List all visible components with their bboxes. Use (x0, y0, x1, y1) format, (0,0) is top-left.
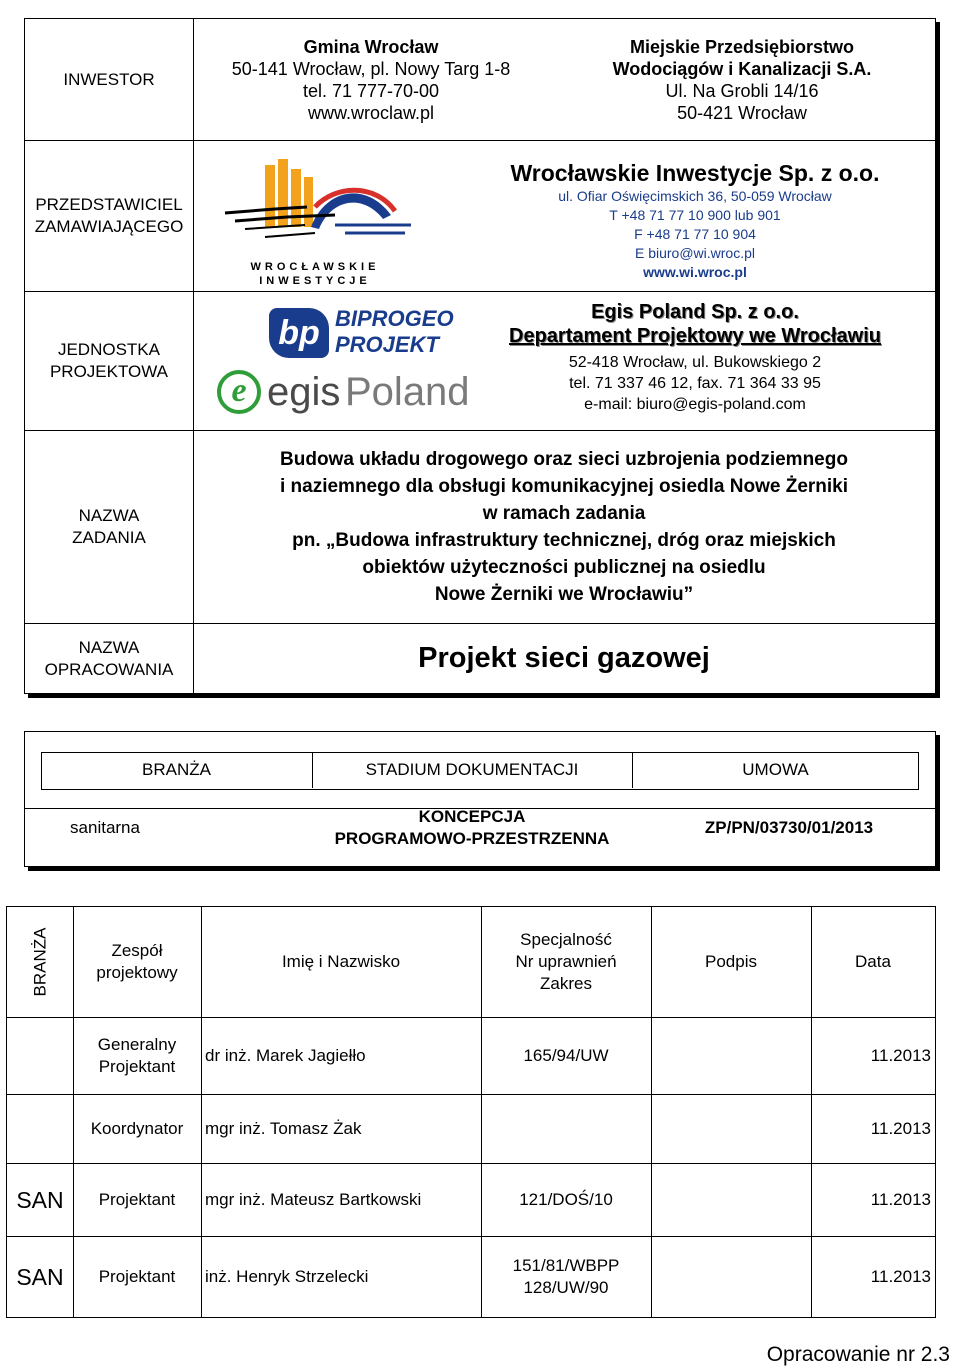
team-name-header: Imię i Nazwisko (281, 952, 401, 971)
team-signature (651, 1237, 811, 1317)
team-branch: SAN (16, 1186, 64, 1213)
mpwik-name-1: Miejskie Przedsiębiorstwo (629, 36, 855, 57)
title-block-header (24, 18, 936, 694)
gmina-address: 50-141 Wrocław, pl. Nowy Targ 1-8 (231, 58, 511, 79)
team-person-name: mgr inż. Tomasz Żak (205, 1119, 362, 1138)
team-signature (651, 1164, 811, 1236)
study-number: Opracowanie nr 2.3 (766, 1343, 950, 1366)
contract-value: ZP/PN/03730/01/2013 (704, 818, 874, 837)
wi-email[interactable]: E biuro@wi.wroc.pl (634, 245, 756, 261)
gmina-name: Gmina Wrocław (303, 36, 439, 57)
team-person-name: dr inż. Marek Jagiełło (205, 1046, 366, 1065)
bridge-logo-icon (215, 155, 415, 255)
design-unit-label: JEDNOSTKA PROJEKTOWA (49, 340, 169, 381)
table-row (7, 1237, 935, 1317)
team-person-name: mgr inż. Mateusz Bartkowski (205, 1190, 422, 1209)
mpwik-address: Ul. Na Grobli 14/16 (665, 80, 819, 101)
contract-header: UMOWA (742, 760, 809, 779)
team-license: 151/81/WBPP 128/UW/90 (512, 1256, 620, 1297)
table-row (7, 1018, 935, 1095)
team-date: 11.2013 (870, 1046, 931, 1065)
team-signature (651, 1095, 811, 1163)
gmina-www[interactable]: www.wroclaw.pl (307, 102, 435, 123)
egis-poland-logo (217, 368, 477, 420)
team-date: 11.2013 (870, 1119, 931, 1138)
stage-value: KONCEPCJA PROGRAMOWO-PRZESTRZENNA (334, 807, 610, 848)
investor-gmina (193, 19, 549, 140)
branch-header: BRANŻA (142, 760, 211, 779)
investor-label: INWESTOR (63, 69, 155, 89)
bp-mark-icon: bp (269, 308, 329, 358)
egis-email[interactable]: e-mail: biuro@egis-poland.com (584, 396, 806, 413)
study-name-label: NAZWA OPRACOWANIA (44, 637, 174, 679)
doc-info-values (25, 776, 935, 866)
table-row (7, 1095, 935, 1164)
team-license (481, 1095, 651, 1163)
wi-phone: T +48 71 77 10 900 lub 901 (609, 207, 781, 223)
team-signature (651, 1018, 811, 1094)
team-role: Koordynator (90, 1119, 184, 1138)
team-role: Projektant (98, 1267, 176, 1286)
stage-header: STADIUM DOKUMENTACJI (365, 760, 579, 779)
investor-row (25, 19, 935, 141)
wi-address: ul. Ofiar Oświęcimskich 36, 50-059 Wrocław (558, 188, 832, 204)
team-spec-header: Specjalność Nr uprawnień Zakres (515, 930, 617, 993)
team-date-header: Data (855, 952, 891, 971)
projekt-text: PROJEKT (335, 332, 439, 357)
team-role: Generalny Projektant (97, 1035, 177, 1076)
representative-row (25, 141, 935, 292)
gmina-phone: tel. 71 777-70-00 (302, 80, 440, 101)
task-name-label: NAZWA ZADANIA (72, 506, 146, 547)
mpwik-city: 50-421 Wrocław (677, 102, 807, 123)
egis-address: 52-418 Wrocław, ul. Bukowskiego 2 (568, 354, 822, 371)
wi-logo-text: WROCŁAWSKIE INWESTYCJE (250, 261, 380, 287)
team-branch: SAN (16, 1263, 64, 1290)
representative-details (455, 141, 935, 291)
egis-phone: tel. 71 337 46 12, fax. 71 364 33 95 (569, 375, 821, 392)
team-role: Projektant (98, 1190, 176, 1209)
team-license: 121/DOŚ/10 (519, 1190, 613, 1209)
wi-company: Wrocławskie Inwestycje Sp. z o.o. (510, 160, 880, 186)
mpwik-name-2: Wodociągów i Kanalizacji S.A. (612, 58, 872, 79)
wroclawskie-inwestycje-logo (215, 155, 415, 287)
team-header-row (7, 907, 935, 1018)
investor-mpwik (549, 19, 935, 140)
design-unit-details (455, 292, 935, 430)
team-signature-header: Podpis (705, 952, 757, 971)
study-name-row (25, 624, 935, 693)
egis-e-icon: e (217, 370, 261, 414)
team-date: 11.2013 (870, 1267, 931, 1286)
design-team-table (6, 906, 936, 1318)
table-row (7, 1164, 935, 1237)
egis-company: Egis Poland Sp. z o.o. (591, 301, 799, 323)
poland-text: Poland (345, 370, 470, 414)
biprogeo-text: BIPROGEO (335, 306, 454, 331)
team-person-name: inż. Henryk Strzelecki (205, 1267, 369, 1286)
study-title: Projekt sieci gazowej (418, 642, 710, 674)
wi-fax: F +48 71 77 10 904 (634, 226, 756, 242)
biprogeo-logo (269, 306, 454, 362)
task-name-row (25, 431, 935, 624)
document-info-table (24, 731, 936, 867)
branch-value: sanitarna (70, 818, 140, 837)
task-name-text: Budowa układu drogowego oraz sieci uzbrojenia podziemnego i naziemnego dla obsługi komunikacyjnej osiedla Nowe Żerniki w ramach zadania pn. „Budowa infrastruktury technicznej, dróg oraz miejskich obiektów użyteczności publicznej na osiedlu Nowe Żerniki we Wrocławiu” (279, 449, 849, 605)
design-unit-row (25, 292, 935, 431)
egis-department: Departament Projektowy we Wrocławiu (509, 325, 881, 347)
team-branch-header: BRANŻA (30, 927, 49, 997)
representative-label: PRZEDSTAWICIEL ZAMAWIAJĄCEGO (34, 195, 184, 236)
egis-text: egis (267, 370, 341, 414)
team-role-header: Zespół projektowy (96, 941, 178, 982)
wi-www[interactable]: www.wi.wroc.pl (643, 264, 747, 280)
team-date: 11.2013 (870, 1190, 931, 1209)
team-license: 165/94/UW (523, 1046, 609, 1065)
